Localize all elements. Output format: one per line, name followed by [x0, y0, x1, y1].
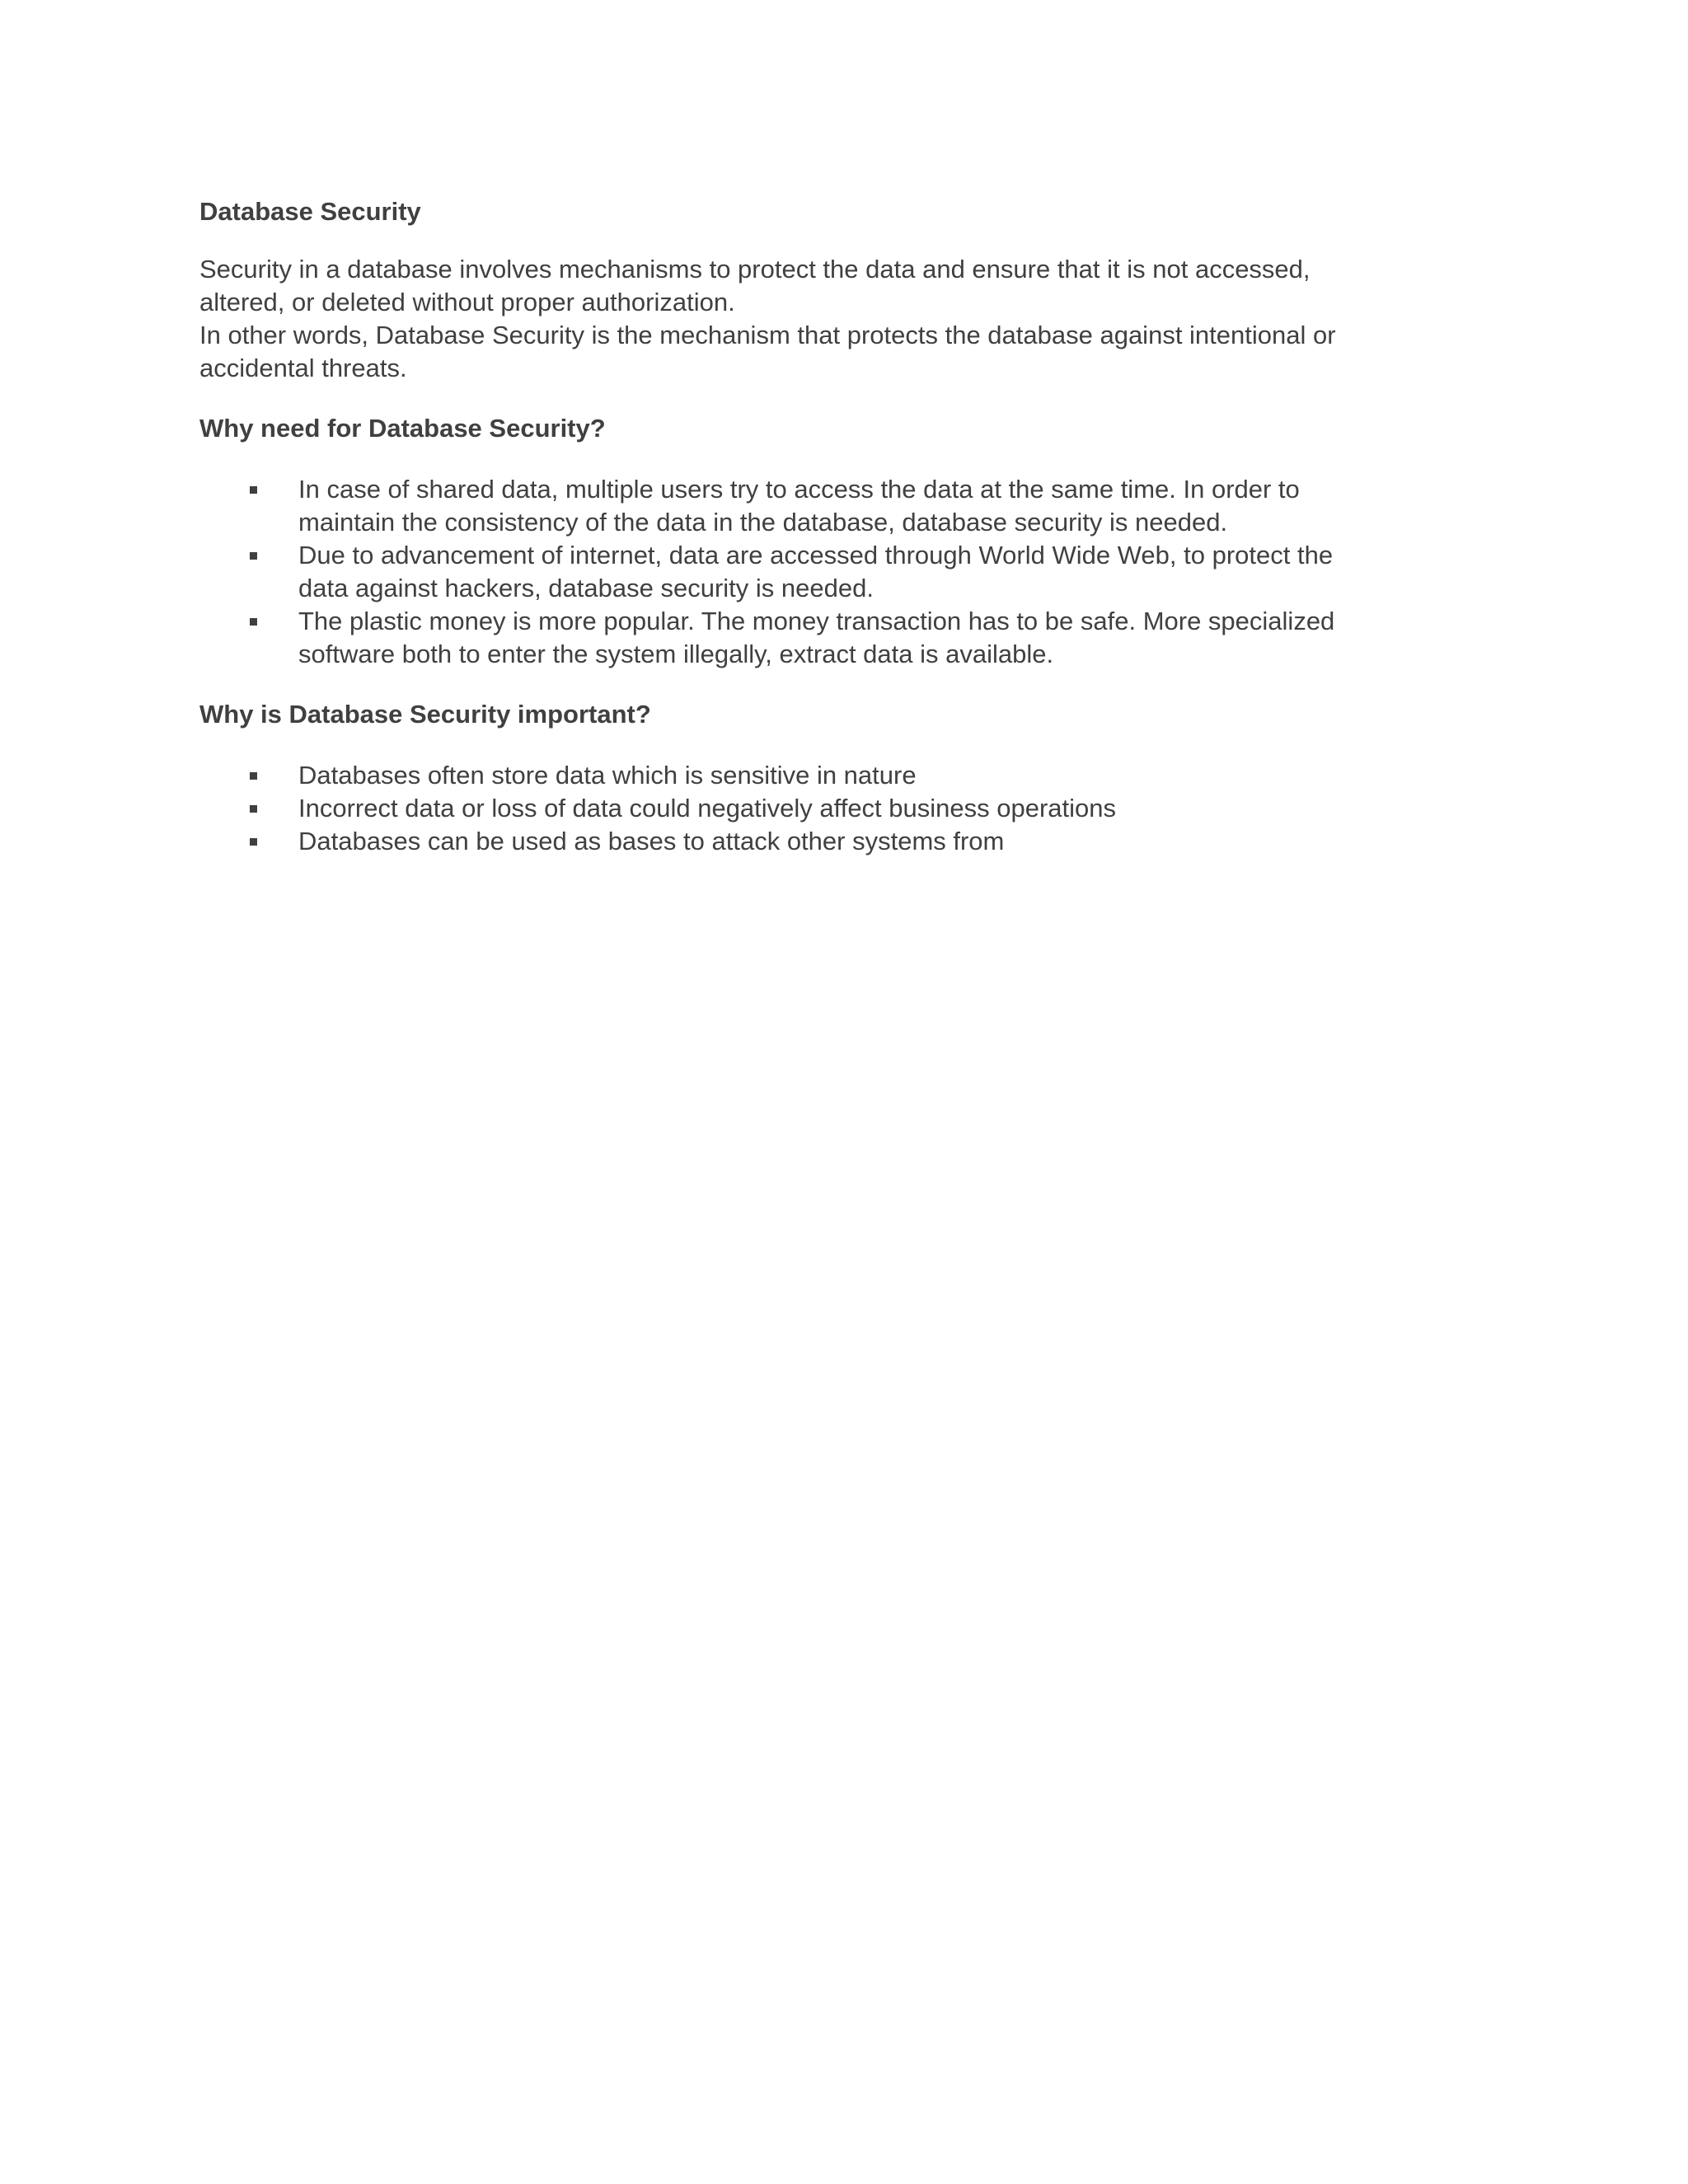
list-item-text: Databases can be used as bases to attack other systems from	[298, 827, 1005, 855]
square-bullet-icon	[250, 805, 257, 813]
section-heading-why-need: Why need for Database Security?	[199, 414, 606, 443]
list-item	[199, 825, 1386, 858]
list-item	[199, 605, 1386, 671]
list-item	[199, 473, 1386, 539]
intro-line: In other words, Database Security is the mechanism that protects the database against intentional or accidental threats.	[199, 321, 1336, 382]
list-item-text: Incorrect data or loss of data could negatively affect business operations	[298, 794, 1117, 823]
square-bullet-icon	[250, 486, 257, 494]
document-content	[199, 195, 1386, 858]
bullet-list-why-need	[199, 473, 1386, 671]
list-item-text: Databases often store data which is sensitive in nature	[298, 761, 917, 790]
square-bullet-icon	[250, 618, 257, 626]
document-title: Database Security	[199, 197, 421, 226]
square-bullet-icon	[250, 552, 257, 560]
intro-line: Security in a database involves mechanisms to protect the data and ensure that it is not accessed, altered, or deleted without proper authorization.	[199, 255, 1311, 316]
list-item-text: The plastic money is more popular. The money transaction has to be safe. More specialized software both to enter the system illegally, extract data is available.	[298, 607, 1335, 668]
bullet-list-why-important	[199, 759, 1386, 858]
list-item-text: In case of shared data, multiple users try to access the data at the same time. In order to maintain the consistency of the data in the database, database security is needed.	[298, 475, 1300, 537]
list-item	[199, 759, 1386, 792]
list-item	[199, 539, 1386, 605]
square-bullet-icon	[250, 772, 257, 780]
list-item-text: Due to advancement of internet, data are accessed through World Wide Web, to protect the data against hackers, database security is needed.	[298, 541, 1334, 602]
section-heading-why-important: Why is Database Security important?	[199, 700, 651, 729]
list-item	[199, 792, 1386, 825]
intro-paragraph	[199, 253, 1386, 385]
square-bullet-icon	[250, 838, 257, 846]
